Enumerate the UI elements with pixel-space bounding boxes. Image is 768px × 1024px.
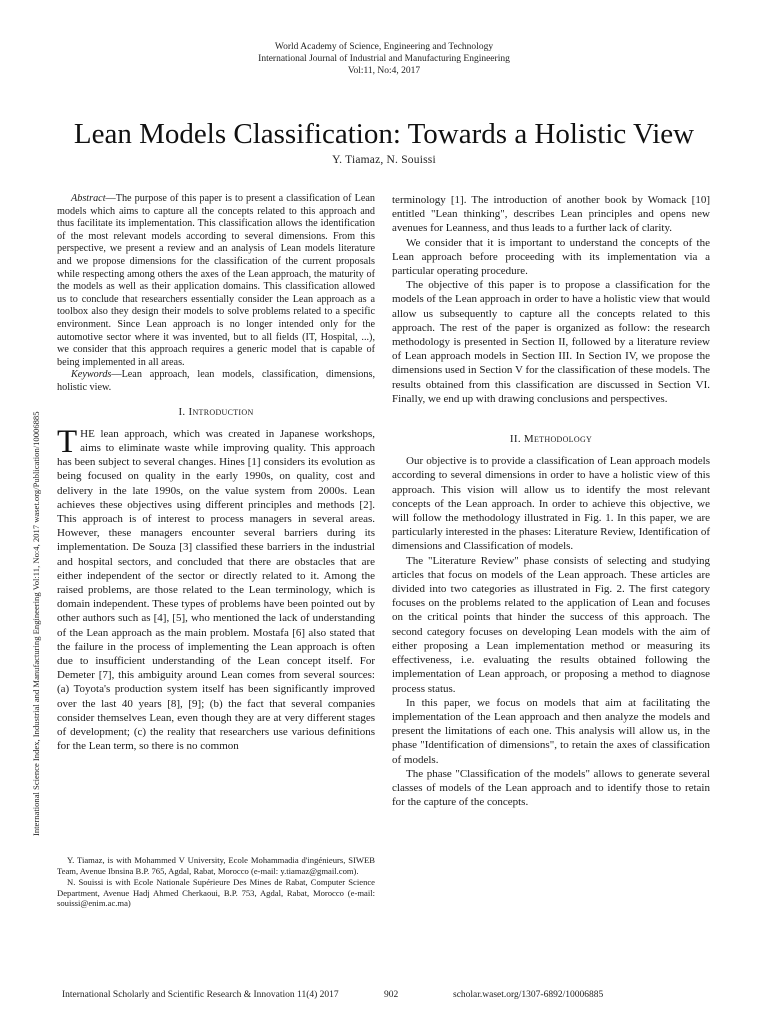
intro-paragraph-1-text: HE lean approach, which was created in Japanese workshops, aims to eliminate waste while improving quality. This approach has been subject to several changes. Hines [1] considers its evolution as being focused on quality in the early 1990s, on quality, cost and delivery in the late 1990s, on the value system from 2000s. Lean achieves these objectives using different principles and methods [2]. This approach is of interest to process managers in several areas. However, these managers encounter several barriers during its implementation. De Souza [3] classified these barriers in the industrial and hospital sectors, and concluded that there are obstacles that are either independent of the sector or directly related to it. Among the raised problems, are those related to the Lean terminology, which is domain independent. These types of problems have been pointed out by other authors such as [4], [5], who mentioned the lack of understanding of the Lean approach as the main problem. Mostafa [6] also stated that the failure in the process of implementing the Lean approach is often due to insufficient understanding of the Lean concept itself. For Demeter [7], this ambiguity around Lean comes from several sources: (a) Toyota's production system itself has been significantly improved over the last 40 years [8], [9]; (b) the fact that several companies consider themselves Lean, even though they are at very different stages of development; (c) the reality that researchers use various definitions for the Lean term, so there is no common [57,427,375,753]
abstract [57,193,375,369]
intro-paragraph-1-continued: terminology [1]. The introduction of another book by Womack [10] entitled "Lean thinking", describes Lean principles and opens new avenues for Leanness, and thus leads to a further lack of clarity. [392,194,710,235]
left-column [57,193,375,753]
journal-header [0,41,768,77]
keywords-text: —Lean approach, lean models, classification, dimensions, holistic view. [57,369,375,393]
journal-publisher: World Academy of Science, Engineering and Technology [274,42,494,52]
intro-paragraph-1 [57,423,375,754]
author-footnotes [57,855,375,910]
paper-title: Lean Models Classification: Towards a Holistic View [73,118,695,150]
right-column [392,193,710,809]
page-number: 902 [384,990,399,1000]
journal-name: International Journal of Industrial and Manufacturing Engineering [258,54,510,64]
intro-paragraph-2: We consider that it is important to understand the concepts of the Lean approach before proceeding with its implementation via a particular operating procedure. [392,236,710,278]
keywords-label: Keywords [71,369,112,381]
footnote-author-2: N. Souissi is with Ecole Nationale Supérieure Des Mines de Rabat, Computer Science Department, Avenue Hadj Ahmed Cherkaoui, B.P. 753, Agdal, Rabat, Morocco (e-mail: souissi@enim.ac.ma) [57,877,375,909]
intro-paragraph-3: The objective of this paper is to propose a classification for the models of the Lean approach in order to have a holistic view that would allow us subsequently to capture all the concepts related to this approach. The rest of the paper is organized as follow: the research methodology is presented in Section II, followed by a literature review of Lean approach models in Section III. In Section IV, we propose the dimensions used in Section V for the classification of these models. The results obtained from this classification are discussed in Section VI. Finally, we end up with drawing conclusions and perspectives. [392,279,710,405]
footer-url[interactable]: scholar.waset.org/1307-6892/10006885 [453,990,604,1000]
journal-volume: Vol:11, No:4, 2017 [347,66,421,76]
section-heading-methodology: II. Methodology [509,433,593,446]
paper-authors: Y. Tiamaz, N. Souissi [332,154,436,166]
methodology-paragraph-1: Our objective is to provide a classification of Lean approach models according to several dimensions in order to have a holistic view of this approach. This vision will allow us to identify the most relevant concepts of the Lean approach. In order to achieve this objective, we will follow the methodology illustrated in Fig. 1. In this paper, we are particularly interested in the phases: Literature Review, Identification of dimensions and Classification of models. [392,455,710,553]
footnote-author-1: Y. Tiamaz, is with Mohammed V University, Ecole Mohammadia d'ingénieurs, SIWEB Team, Avenue Ibnsina B.P. 765, Agdal, Rabat, Morocco (e-mail: y.tiamaz@gmail.com). [57,855,375,876]
methodology-paragraph-3: In this paper, we focus on models that aim at facilitating the implementation of the Lean approach and then analyze the models and present the limitations of each one. This analysis will allow us, in the phase "Identification of dimensions", to retain the axes of classification of models. [392,696,710,766]
section-spacer [392,406,710,422]
methodology-paragraph-2: The "Literature Review" phase consists of selecting and studying articles that focus on models of the Lean approach. These articles are divided into two categories as illustrated in Fig. 2. The first category focuses on the problems related to the application of Lean and focuses on the critical points that hinder the success of this approach. The second category focuses on developing Lean models with the aim of either proposing a Lean implementation method or measuring its effectiveness, i.e. evaluating the results obtained following the implementation of Lean approach, or proposing a method to diagnose process status. [392,554,710,695]
section-heading-introduction: I. Introduction [178,405,254,418]
drop-cap: T [57,423,78,460]
side-margin-citation: International Science Index, Industrial and Manufacturing Engineering Vol:11, No:4, 2017 waset.org/Publication/10006885 [31,411,41,836]
keywords [57,369,375,394]
methodology-paragraph-4: The phase "Classification of the models" allows to generate several classes of models of the Lean approach and to identify those to retain for the capture of the concepts. [392,767,710,809]
abstract-text: —The purpose of this paper is to present a classification of Lean models which aims to capture all the concepts related to this approach and thus facilitate its implementation. This classification allows the identification of the most relevant models according to several dimensions. From this perspective, we present a review and an analysis of Lean models literature and we propose dimensions for the classification of the current proposals while respecting among others the axes of the Lean approach, the maturity of the models as well as their application domains. This classification allowed us to conclude that researchers essentially consider the Lean approach as a toolbox also they design their models to solve problems related to a specific environment. Since Lean approach is no longer intended only for the automotive sector where it was invented, but to all fields (IT, Hospital, ...), we consider that this approach requires a generic model that is capable of being implemented in all areas. [57,193,375,368]
footer-publisher: International Scholarly and Scientific Research & Innovation 11(4) 2017 [62,990,339,1000]
abstract-label: Abstract [71,193,106,204]
